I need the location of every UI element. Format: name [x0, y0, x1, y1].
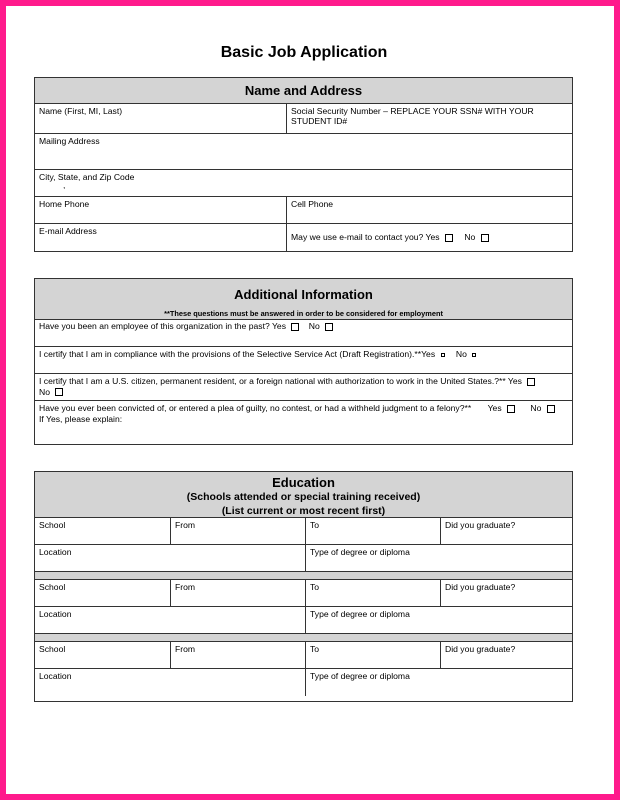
- home-phone-field[interactable]: [35, 197, 286, 223]
- q3-yes-checkbox[interactable]: [527, 378, 535, 386]
- graduate-field[interactable]: [440, 518, 572, 544]
- q2-no-label: No: [455, 349, 467, 359]
- additional-info-section: [34, 278, 573, 445]
- from-field[interactable]: [170, 642, 305, 668]
- q2-question: I certify that I am in compliance with the provisions of the Selective Service Act (Draft Registration).**Yes: [39, 349, 436, 359]
- location-field[interactable]: [35, 607, 305, 633]
- email-contact-no-checkbox[interactable]: [481, 234, 489, 242]
- education-section: [34, 471, 573, 702]
- q4-no-label: No: [530, 403, 542, 413]
- mailing-field[interactable]: [35, 134, 572, 169]
- degree-label: Type of degree or diploma: [310, 547, 410, 557]
- school-row: [35, 518, 572, 545]
- email-row: [35, 224, 572, 251]
- education-header: Education: [272, 475, 335, 490]
- school-label: School: [39, 644, 66, 654]
- from-label: From: [175, 644, 196, 654]
- degree-field[interactable]: [305, 545, 572, 571]
- email-label: E-mail Address: [39, 226, 97, 236]
- location-label: Location: [39, 547, 72, 557]
- email-contact-question: May we use e-mail to contact you? Yes: [291, 232, 440, 242]
- school-field[interactable]: [35, 518, 170, 544]
- graduate-label: Did you graduate?: [445, 644, 516, 654]
- location-row: [35, 669, 572, 696]
- q1-yes-checkbox[interactable]: [291, 323, 299, 331]
- school-row: [35, 642, 572, 669]
- to-label: To: [310, 644, 320, 654]
- from-field[interactable]: [170, 580, 305, 606]
- location-row: [35, 607, 572, 634]
- school-label: School: [39, 582, 66, 592]
- graduate-field[interactable]: [440, 642, 572, 668]
- location-label: Location: [39, 609, 72, 619]
- email-contact-yes-checkbox[interactable]: [445, 234, 453, 242]
- email-contact-cell: [286, 224, 572, 251]
- to-field[interactable]: [305, 580, 440, 606]
- q1-no-checkbox[interactable]: [325, 323, 333, 331]
- q4-no-checkbox[interactable]: [547, 405, 555, 413]
- from-label: From: [175, 582, 196, 592]
- to-field[interactable]: [305, 642, 440, 668]
- location-field[interactable]: [35, 669, 305, 696]
- to-label: To: [310, 582, 320, 592]
- location-label: Location: [39, 671, 72, 681]
- q1-question: Have you been an employee of this organization in the past? Yes: [39, 321, 287, 331]
- education-header-block: [35, 472, 572, 518]
- q4-explain-field[interactable]: [35, 401, 572, 444]
- to-label: To: [310, 520, 320, 530]
- mailing-row: [35, 134, 572, 170]
- school-field[interactable]: [35, 642, 170, 668]
- from-label: From: [175, 520, 196, 530]
- q3-question: I certify that I am a U.S. citizen, permanent resident, or a foreign national with authorization to work in the United States.?** Yes: [39, 376, 522, 386]
- cell-phone-field[interactable]: [286, 197, 572, 223]
- additional-info-header-block: [35, 279, 572, 320]
- location-field[interactable]: [35, 545, 305, 571]
- school-row: [35, 580, 572, 607]
- name-address-header: Name and Address: [35, 78, 572, 104]
- q2-yes-checkbox[interactable]: [441, 353, 445, 357]
- location-row: [35, 545, 572, 572]
- q2-no-checkbox[interactable]: [472, 353, 476, 357]
- q3-row: [35, 374, 572, 401]
- q2-row: [35, 347, 572, 374]
- graduate-label: Did you graduate?: [445, 520, 516, 530]
- graduate-label: Did you graduate?: [445, 582, 516, 592]
- mailing-label: Mailing Address: [39, 136, 100, 146]
- name-field[interactable]: [35, 104, 286, 133]
- q1-no-label: No: [308, 321, 320, 331]
- degree-field[interactable]: [305, 669, 572, 696]
- additional-info-note: **These questions must be answered in order to be considered for employment: [164, 309, 443, 318]
- name-address-section: [34, 77, 573, 252]
- city-value: ,: [63, 180, 66, 190]
- from-field[interactable]: [170, 518, 305, 544]
- graduate-field[interactable]: [440, 580, 572, 606]
- phone-row: [35, 197, 572, 224]
- q4-yes-label: Yes: [487, 403, 502, 413]
- to-field[interactable]: [305, 518, 440, 544]
- page-title: Basic Job Application: [220, 44, 388, 61]
- degree-label: Type of degree or diploma: [310, 609, 410, 619]
- home-phone-label: Home Phone: [39, 199, 90, 209]
- school-label: School: [39, 520, 66, 530]
- email-field[interactable]: [35, 224, 286, 251]
- education-subtitle-1: (Schools attended or special training received): [186, 491, 421, 503]
- cell-phone-label: Cell Phone: [291, 199, 334, 209]
- ssn-field[interactable]: [286, 104, 572, 133]
- ssn-label: Social Security Number – REPLACE YOUR SSN# WITH YOUR STUDENT ID#: [291, 106, 534, 126]
- q4-question: Have you ever been convicted of, or entered a plea of guilty, no contest, or had a withheld judgment to a felony?**: [39, 403, 472, 413]
- q3-no-checkbox[interactable]: [55, 388, 63, 396]
- city-field[interactable]: [35, 170, 572, 196]
- name-label: Name (First, MI, Last): [39, 106, 123, 116]
- q1-row: [35, 320, 572, 347]
- q4-row: [35, 401, 572, 444]
- q4-yes-checkbox[interactable]: [507, 405, 515, 413]
- degree-field[interactable]: [305, 607, 572, 633]
- city-label: City, State, and Zip Code: [39, 172, 135, 182]
- entry-divider: [35, 634, 572, 642]
- additional-info-header: Additional Information: [234, 287, 373, 302]
- education-subtitle-2: (List current or most recent first): [221, 505, 386, 517]
- email-contact-no-label: No: [464, 232, 476, 242]
- q3-no-label: No: [39, 386, 50, 397]
- name-ssn-row: [35, 104, 572, 134]
- school-field[interactable]: [35, 580, 170, 606]
- degree-label: Type of degree or diploma: [310, 671, 410, 681]
- entry-divider: [35, 572, 572, 580]
- city-row: [35, 170, 572, 197]
- q4-explain-label: If Yes, please explain:: [39, 413, 123, 424]
